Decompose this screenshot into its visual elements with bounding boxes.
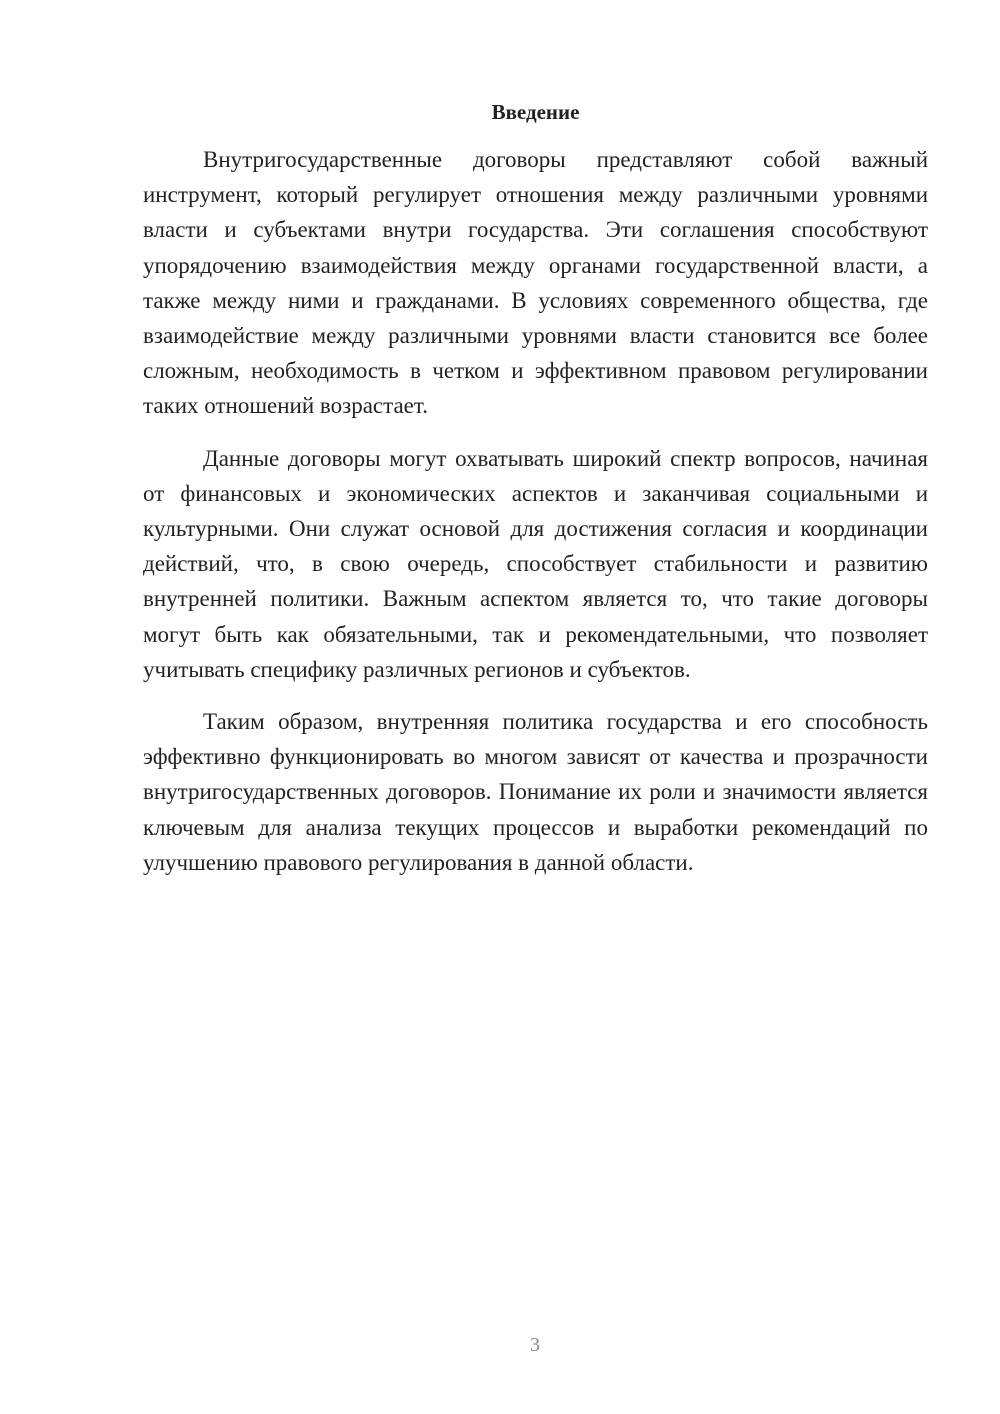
paragraph-3: Таким образом, внутренняя политика государства и его способность эффективно функционировать во многом зависят от качества и прозрачности внутригосударственных договоров. Понимание их роли и значимости является ключевым для анализа текущих процессов и выработки рекомендаций по улучшению правового регулирования в данной области.	[143, 709, 928, 875]
paragraph-1: Внутригосударственные договоры представляют собой важный инструмент, который регулирует отношения между различными уровнями власти и субъектами внутри государства. Эти соглашения способствуют упорядочению взаимодействия между органами государственной власти, а также между ними и гражданами. В условиях современного общества, где взаимодействие между различными уровнями власти становится все более сложным, необходимость в четком и эффективном правовом регулировании таких отношений возрастает.	[143, 147, 928, 419]
page-number: 3	[530, 1334, 540, 1356]
paragraph-2: Данные договоры могут охватывать широкий спектр вопросов, начиная от финансовых и экономических аспектов и заканчивая социальными и культурными. Они служат основой для достижения согласия и координации действий, что, в свою очередь, способствует стабильности и развитию внутренней политики. Важным аспектом является то, что такие договоры могут быть как обязательными, так и рекомендательными, что позволяет учитывать специфику различных регионов и субъектов.	[143, 445, 928, 682]
section-heading: Введение	[491, 100, 580, 124]
body-text	[143, 142, 928, 897]
